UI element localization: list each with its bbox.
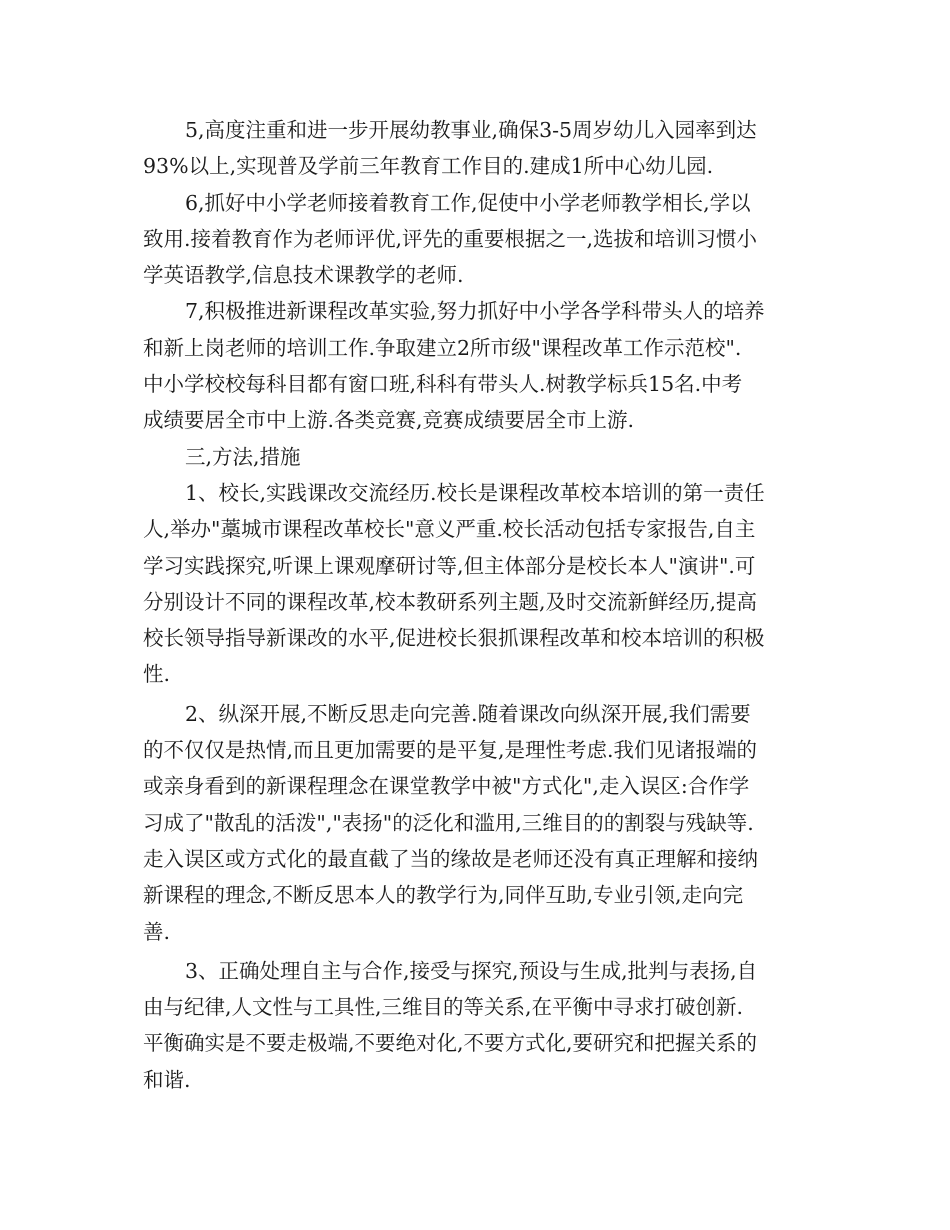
- measure-3-line-1: 3、正确处理自主与合作,接受与探究,预设与生成,批判与表扬,自: [185, 958, 758, 983]
- section-heading: 三,方法,措施: [185, 444, 301, 469]
- measure-2-line-2: 的不仅仅是热情,而且更加需要的是平复,是理性考虑.我们见诸报端的: [143, 738, 758, 763]
- measure-1-line-5: 校长领导指导新课改的水平,促进校长狠抓课程改革和校本培训的积极: [143, 626, 765, 651]
- paragraph-5-line-1: 5,高度注重和进一步开展幼教事业,确保3-5周岁幼儿入园率到达: [185, 118, 757, 142]
- paragraph-6-line-3: 学英语教学,信息技术课教学的老师.: [143, 263, 464, 288]
- measure-2-line-5: 走入误区或方式化的最直截了当的缘故是老师还没有真正理解和接纳: [143, 846, 758, 871]
- measure-1-line-4: 分别设计不同的课程改革,校本教研系列主题,及时交流新鲜经历,提高: [143, 589, 758, 614]
- measure-2-line-7: 善.: [143, 919, 171, 944]
- measure-2-line-1: 2、纵深开展,不断反思走向完善.随着课改向纵深开展,我们需要: [185, 701, 751, 726]
- paragraph-7-line-4: 成绩要居全市中上游.各类竞赛,竞赛成绩要居全市上游.: [143, 408, 635, 433]
- measure-3-line-4: 和谐.: [143, 1067, 191, 1092]
- measure-3-line-3: 平衡确实是不要走极端,不要绝对化,不要方式化,要研究和把握关系的: [143, 1031, 758, 1056]
- document-body: [143, 112, 815, 1098]
- paragraph-7-line-2: 和新上岗老师的培训工作.争取建立2所市级"课程改革工作示范校".: [143, 335, 742, 360]
- measure-2-line-3: 或亲身看到的新课程理念在课堂教学中被"方式化",走入误区:合作学: [143, 774, 750, 799]
- measure-2-line-6: 新课程的理念,不断反思本人的教学行为,同伴互助,专业引领,走向完: [143, 883, 744, 908]
- paragraph-6-line-2: 致用.接着教育作为老师评优,评先的重要根据之一,选拔和培训习惯小: [143, 226, 758, 251]
- paragraph-7-line-1: 7,积极推进新课程改革实验,努力抓好中小学各学科带头人的培养: [185, 299, 765, 324]
- measure-1-line-2: 人,举办"藁城市课程改革校长"意义严重.校长活动包括专家报告,自主: [143, 517, 756, 542]
- measure-3-line-2: 由与纪律,人文性与工具性,三维目的等关系,在平衡中寻求打破创新.: [143, 995, 744, 1020]
- measure-1-line-3: 学习实践探究,听课上课观摩研讨等,但主体部分是校长本人"演讲".可: [143, 553, 756, 578]
- paragraph-7-line-3: 中小学校校每科目都有窗口班,科科有带头人.树教学标兵15名.中考: [143, 372, 743, 397]
- measure-2-line-4: 习成了"散乱的活泼","表扬"的泛化和滥用,三维目的的割裂与残缺等.: [143, 810, 754, 835]
- paragraph-5-line-2: 93%以上,实现普及学前三年教育工作目的.建成1所中心幼儿园.: [143, 154, 714, 179]
- paragraph-6-line-1: 6,抓好中小学老师接着教育工作,促使中小学老师教学相长,学以: [185, 190, 751, 215]
- measure-1-line-1: 1、校长,实践课改交流经历.校长是课程改革校本培训的第一责任: [185, 480, 765, 505]
- measure-1-line-6: 性.: [143, 662, 171, 687]
